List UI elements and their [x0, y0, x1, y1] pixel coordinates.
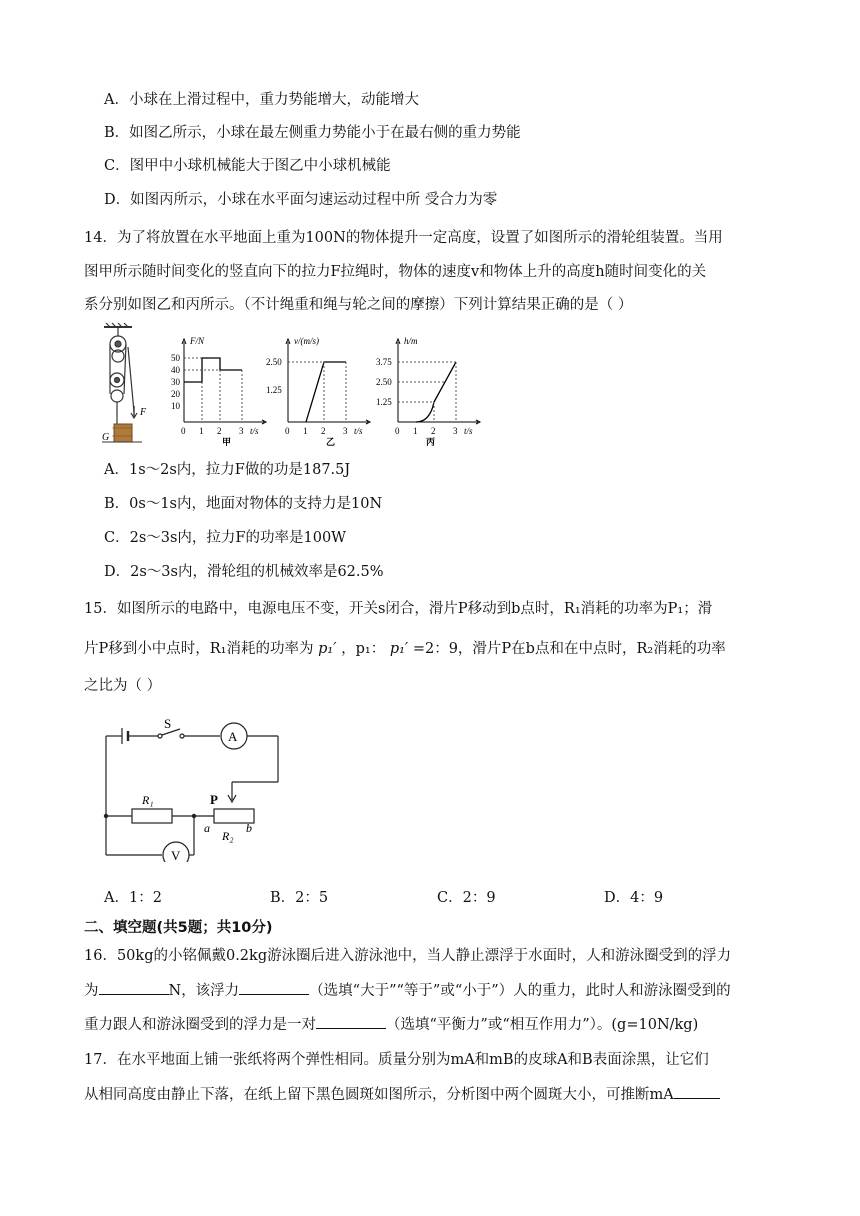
p1-prime-symbol: p₁′ — [318, 641, 337, 657]
q15-stem-line-3: 之比为（ ） — [84, 678, 162, 694]
graph-v-ytick: 2.50 — [266, 357, 282, 367]
graph-f-ytick: 10 — [171, 401, 180, 411]
graph-v-xtick: 3 — [343, 426, 348, 436]
graph-v-xtick: 2 — [321, 426, 326, 436]
q17-line-2: 从相同高度由静止下落，在纸上留下黑色圆斑如图所示，分析图中两个圆斑大小，可推断mA — [84, 1084, 720, 1105]
graph-f-ytick: 50 — [171, 353, 180, 363]
answer-blank[interactable] — [316, 1014, 386, 1029]
graph-h-xtick: 1 — [413, 426, 418, 436]
graph-v-ylabel: v/(m/s) — [294, 336, 319, 346]
q13-option-d: D．如图丙所示，小球在水平面匀速运动过程中所 受合力为零 — [104, 192, 498, 208]
q13-option-a: A．小球在上滑过程中，重力势能增大，动能增大 — [104, 92, 419, 108]
q14-figure — [98, 322, 498, 447]
graph-v-line — [306, 362, 346, 422]
graph-h-xtick: 0 — [395, 426, 400, 436]
q15-stem-line-2: 片P移到小中点时，R₁消耗的功率为 p₁′ ，p₁： p₁′ =2：9，滑片P在b点和在中点时，R₂消耗的功率 — [84, 641, 726, 657]
p1-prime-symbol: p₁′ — [389, 641, 409, 657]
q16-line-1: 16．50kg的小铭佩戴0.2kg游泳圈后进入游泳池中，当人静止漂浮于水面时，人和游泳圈受到的浮力 — [84, 948, 732, 964]
graph-f-xtick: 3 — [239, 426, 244, 436]
q16-line-3: 重力跟人和游泳圈受到的浮力是一对 （选填“平衡力”或“相互作用力”）。(g=10N/kg) — [84, 1014, 698, 1035]
section-heading: 二、填空题(共5题；共10分) — [84, 920, 273, 936]
pulley-system — [104, 323, 137, 424]
graph-h-ytick: 3.75 — [376, 357, 392, 367]
graph-force-time — [171, 336, 266, 447]
q15-option-a: A．1：2 — [104, 890, 162, 906]
q15-option-d: D．4：9 — [604, 890, 664, 906]
q15-option-c: C．2：9 — [437, 890, 496, 906]
ammeter-label: A — [228, 729, 238, 744]
graph-v-xtick: 1 — [303, 426, 308, 436]
voltmeter-label: V — [171, 848, 181, 862]
graph-v-caption: 乙 — [326, 437, 336, 447]
q14-option-b: B．0s～1s内，地面对物体的支持力是10N — [104, 496, 383, 512]
answer-blank[interactable] — [239, 980, 309, 995]
q17-line-1: 17．在水平地面上铺一张纸将两个弹性相同。质量分别为mA和mB的皮球A和B表面涂黑，让它们 — [84, 1052, 709, 1068]
point-a-label: a — [204, 821, 210, 835]
graph-h-caption: 丙 — [426, 437, 436, 447]
answer-blank[interactable] — [99, 980, 169, 995]
q14-option-a: A．1s～2s内，拉力F做的功是187.5J — [104, 462, 351, 478]
graph-h-line — [416, 362, 456, 422]
graph-v-xunit: t/s — [354, 426, 363, 436]
q15-option-b: B．2：5 — [270, 890, 329, 906]
graph-v-ytick: 1.25 — [266, 385, 282, 395]
graph-f-caption: 甲 — [222, 437, 232, 447]
graph-h-ytick: 1.25 — [376, 397, 392, 407]
graph-f-ylabel: F/N — [190, 336, 205, 346]
answer-blank[interactable] — [674, 1084, 720, 1099]
q14-stem-line-3: 系分别如图乙和丙所示。（不计绳重和绳与轮之间的摩擦）下列计算结果正确的是（ ） — [84, 297, 633, 313]
graph-v-xtick: 0 — [285, 426, 290, 436]
q15-stem-line-1: 15．如图所示的电路中，电源电压不变，开关s闭合，滑片P移动到b点时，R₁消耗的功率为P₁；滑 — [84, 601, 713, 617]
graph-f-ytick: 20 — [171, 389, 180, 399]
weight-label: G — [102, 432, 110, 443]
q13-option-c: C．图甲中小球机械能大于图乙中小球机械能 — [104, 158, 391, 174]
graph-f-xtick: 1 — [199, 426, 204, 436]
slider-label: P — [210, 792, 218, 807]
graph-h-ylabel: h/m — [404, 336, 418, 346]
graph-f-xtick: 2 — [217, 426, 222, 436]
weight-block — [114, 424, 132, 442]
q13-option-b: B．如图乙所示，小球在最左侧重力势能小于在最右侧的重力势能 — [104, 125, 521, 141]
graph-f-xtick: 0 — [181, 426, 186, 436]
q14-stem-line-2: 图甲所示随时间变化的竖直向下的拉力F拉绳时，物体的速度v和物体上升的高度h随时间变化的关 — [84, 264, 707, 280]
r1-label: R₁ — [142, 793, 154, 807]
q15-circuit-diagram — [98, 712, 308, 862]
graph-velocity-time — [266, 336, 370, 447]
graph-f-ytick: 40 — [171, 365, 180, 375]
switch-label: S — [164, 716, 172, 731]
q16-line-2: 为 N，该浮力 （选填“大于”“等于”或“小于”）人的重力，此时人和游泳圈受到的 — [84, 980, 731, 1001]
point-b-label: b — [246, 821, 252, 835]
graph-h-xtick: 2 — [431, 426, 436, 436]
force-label: F — [140, 407, 147, 418]
graph-h-xtick: 3 — [453, 426, 458, 436]
q14-option-c: C．2s～3s内，拉力F的功率是100W — [104, 530, 347, 546]
resistor-r1 — [132, 809, 172, 823]
graph-h-xunit: t/s — [464, 426, 473, 436]
graph-f-xunit: t/s — [250, 426, 259, 436]
q14-option-d: D．2s～3s内，滑轮组的机械效率是62.5% — [104, 564, 384, 580]
graph-height-time — [376, 336, 480, 447]
r2-label: R₂ — [222, 829, 234, 843]
graph-h-ytick: 2.50 — [376, 377, 392, 387]
graph-f-ytick: 30 — [171, 377, 180, 387]
q14-stem-line-1: 14．为了将放置在水平地面上重为100N的物体提升一定高度，设置了如图所示的滑轮组装置。当用 — [84, 230, 723, 246]
